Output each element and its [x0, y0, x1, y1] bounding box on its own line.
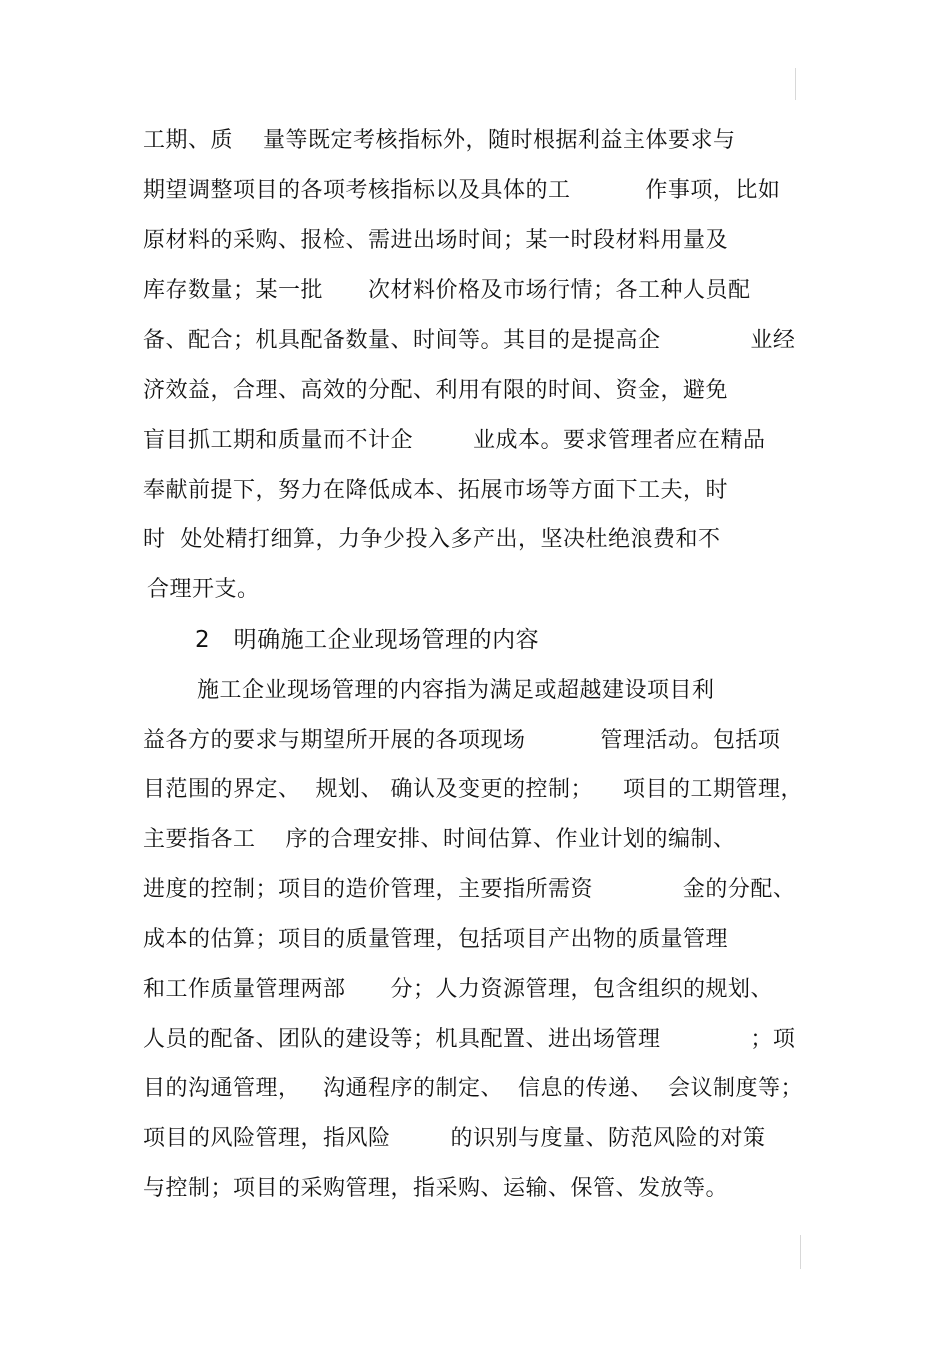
page-corner-mark-top [795, 68, 796, 100]
paragraph1-line: 期望调整项目的各项考核指标以及具体的工 作事项，比如 [143, 178, 781, 203]
paragraph1-line: 库存数量；某一批 次材料价格及市场行情；各工种人员配 [143, 278, 751, 303]
paragraph2-line: 主要指各工 序的合理安排、时间估算、作业计划的编制、 [143, 827, 736, 852]
paragraph1-line: 济效益，合理、高效的分配、利用有限的时间、资金，避免 [143, 378, 729, 403]
paragraph2-line: 施工企业现场管理的内容指为满足或超越建设项目利 [197, 678, 715, 703]
paragraph2-line: 目的沟通管理， 沟通程序的制定、 信息的传递、 会议制度等； [143, 1076, 803, 1101]
paragraph1-line: 盲目抓工期和质量而不计企 业成本。要求管理者应在精品 [143, 428, 766, 453]
paragraph1-line: 原材料的采购、报检、需进出场时间；某一时段材料用量及 [143, 228, 729, 253]
paragraph1-line: 合理开支。 [147, 577, 260, 602]
paragraph2-line: 项目的风险管理，指风险 的识别与度量、防范风险的对策 [143, 1126, 766, 1151]
paragraph2-line: 益各方的要求与期望所开展的各项现场 管理活动。包括项 [143, 728, 781, 753]
paragraph2-line: 进度的控制；项目的造价管理，主要指所需资 金的分配、 [143, 877, 796, 902]
paragraph2-line: 目范围的界定、 规划、 确认及变更的控制； 项目的工期管理， [143, 777, 803, 802]
paragraph1-line: 备、配合；机具配备数量、时间等。其目的是提高企 业经 [143, 328, 796, 353]
paragraph2-line: 与控制；项目的采购管理，指采购、运输、保管、发放等。 [143, 1176, 729, 1201]
paragraph1-line: 时 处处精打细算，力争少投入多产出，坚决杜绝浪费和不 [143, 527, 721, 552]
paragraph2-line: 成本的估算；项目的质量管理，包括项目产出物的质量管理 [143, 927, 729, 952]
section-heading: 2 明确施工企业现场管理的内容 [195, 627, 540, 653]
paragraph1-line: 工期、质 量等既定考核指标外，随时根据利益主体要求与 [143, 128, 736, 153]
paragraph1-line: 奉献前提下，努力在降低成本、拓展市场等方面下工夫，时 [143, 478, 729, 503]
paragraph2-line: 人员的配备、团队的建设等；机具配置、进出场管理 ；项 [143, 1027, 796, 1052]
page-corner-mark-bottom [800, 1235, 801, 1269]
paragraph2-line: 和工作质量管理两部 分；人力资源管理，包含组织的规划、 [143, 977, 773, 1002]
